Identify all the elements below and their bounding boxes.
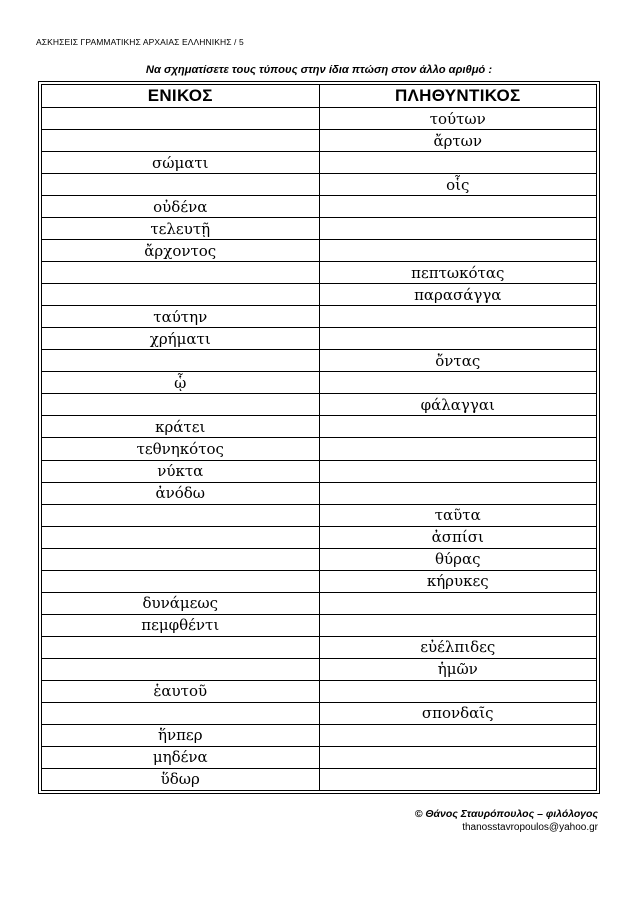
singular-cell[interactable]: ταύτην <box>42 306 320 328</box>
plural-cell[interactable]: ἄρτων <box>319 130 597 152</box>
plural-cell[interactable]: ἀσπίσι <box>319 526 597 548</box>
singular-cell[interactable] <box>42 174 320 196</box>
plural-cell[interactable] <box>319 768 597 790</box>
plural-cell[interactable] <box>319 614 597 636</box>
column-header-singular: ΕΝΙΚΟΣ <box>42 85 320 108</box>
plural-cell[interactable]: πεπτωκότας <box>319 262 597 284</box>
plural-cell[interactable] <box>319 196 597 218</box>
table-row <box>42 504 597 526</box>
plural-cell[interactable]: ὄντας <box>319 350 597 372</box>
plural-cell[interactable] <box>319 460 597 482</box>
table-body <box>42 108 597 791</box>
table-row <box>42 372 597 394</box>
table-row <box>42 240 597 262</box>
plural-cell[interactable]: θύρας <box>319 548 597 570</box>
plural-cell[interactable] <box>319 416 597 438</box>
table-header-row <box>42 85 597 108</box>
table-row <box>42 746 597 768</box>
table-row <box>42 416 597 438</box>
singular-cell[interactable] <box>42 526 320 548</box>
plural-cell[interactable]: κήρυκες <box>319 570 597 592</box>
plural-cell[interactable] <box>319 438 597 460</box>
table-row <box>42 350 597 372</box>
singular-cell[interactable]: τελευτῇ <box>42 218 320 240</box>
singular-cell[interactable]: μηδένα <box>42 746 320 768</box>
author-credit: © Θάνος Σταυρόπουλος – φιλόλογος <box>414 808 598 820</box>
plural-cell[interactable] <box>319 746 597 768</box>
singular-cell[interactable]: νύκτα <box>42 460 320 482</box>
singular-cell[interactable] <box>42 284 320 306</box>
table-row <box>42 438 597 460</box>
table-row <box>42 218 597 240</box>
plural-cell[interactable] <box>319 240 597 262</box>
exercise-instruction: Να σχηματίσετε τους τύπους στην ίδια πτώση στον άλλο αριθμό : <box>145 64 493 76</box>
singular-cell[interactable]: χρήματι <box>42 328 320 350</box>
plural-cell[interactable]: σπονδαῖς <box>319 702 597 724</box>
table-row <box>42 196 597 218</box>
singular-cell[interactable]: σώματι <box>42 152 320 174</box>
table-row <box>42 284 597 306</box>
singular-cell[interactable] <box>42 108 320 130</box>
plural-cell[interactable]: τούτων <box>319 108 597 130</box>
table-row <box>42 394 597 416</box>
table-row <box>42 262 597 284</box>
singular-cell[interactable]: ὕδωρ <box>42 768 320 790</box>
singular-cell[interactable] <box>42 394 320 416</box>
column-header-plural: ΠΛΗΘΥΝΤΙΚΟΣ <box>319 85 597 108</box>
singular-cell[interactable]: ἥνπερ <box>42 724 320 746</box>
singular-cell[interactable] <box>42 262 320 284</box>
singular-cell[interactable]: δυνάμεως <box>42 592 320 614</box>
plural-cell[interactable]: ταῦτα <box>319 504 597 526</box>
singular-cell[interactable]: ᾧ <box>42 372 320 394</box>
plural-cell[interactable] <box>319 152 597 174</box>
plural-cell[interactable] <box>319 724 597 746</box>
table-row <box>42 460 597 482</box>
plural-cell[interactable] <box>319 372 597 394</box>
plural-cell[interactable]: φάλαγγαι <box>319 394 597 416</box>
table-row <box>42 526 597 548</box>
plural-cell[interactable] <box>319 306 597 328</box>
exercise-table-frame <box>38 81 600 794</box>
plural-cell[interactable] <box>319 482 597 504</box>
plural-cell[interactable]: οἷς <box>319 174 597 196</box>
table-row <box>42 328 597 350</box>
singular-cell[interactable] <box>42 350 320 372</box>
table-row <box>42 482 597 504</box>
table-row <box>42 130 597 152</box>
plural-cell[interactable]: ἡμῶν <box>319 658 597 680</box>
author-email: thanosstavropoulos@yahoo.gr <box>462 822 598 833</box>
plural-cell[interactable]: παρασάγγα <box>319 284 597 306</box>
singular-cell[interactable] <box>42 702 320 724</box>
singular-cell[interactable] <box>42 658 320 680</box>
table-row <box>42 680 597 702</box>
table-row <box>42 548 597 570</box>
singular-cell[interactable]: ἑαυτοῦ <box>42 680 320 702</box>
table-row <box>42 614 597 636</box>
singular-cell[interactable]: ἀνόδω <box>42 482 320 504</box>
table-row <box>42 174 597 196</box>
table-row <box>42 306 597 328</box>
plural-cell[interactable]: εὐέλπιδες <box>319 636 597 658</box>
singular-cell[interactable]: τεθνηκότος <box>42 438 320 460</box>
table-row <box>42 724 597 746</box>
singular-cell[interactable]: οὐδένα <box>42 196 320 218</box>
table-row <box>42 658 597 680</box>
singular-cell[interactable]: πεμφθέντι <box>42 614 320 636</box>
running-header: ΑΣΚΗΣΕΙΣ ΓΡΑΜΜΑΤΙΚΗΣ ΑΡΧΑΙΑΣ ΕΛΛΗΝΙΚΗΣ / 5 <box>36 37 244 47</box>
table-row <box>42 592 597 614</box>
table-row <box>42 702 597 724</box>
singular-cell[interactable] <box>42 636 320 658</box>
singular-cell[interactable] <box>42 570 320 592</box>
exercise-table <box>41 84 597 791</box>
table-row <box>42 636 597 658</box>
table-row <box>42 768 597 790</box>
plural-cell[interactable] <box>319 218 597 240</box>
singular-cell[interactable]: ἄρχοντος <box>42 240 320 262</box>
plural-cell[interactable] <box>319 592 597 614</box>
singular-cell[interactable] <box>42 130 320 152</box>
singular-cell[interactable] <box>42 504 320 526</box>
table-row <box>42 152 597 174</box>
plural-cell[interactable] <box>319 328 597 350</box>
singular-cell[interactable] <box>42 548 320 570</box>
table-row <box>42 570 597 592</box>
singular-cell[interactable]: κράτει <box>42 416 320 438</box>
plural-cell[interactable] <box>319 680 597 702</box>
table-row <box>42 108 597 130</box>
